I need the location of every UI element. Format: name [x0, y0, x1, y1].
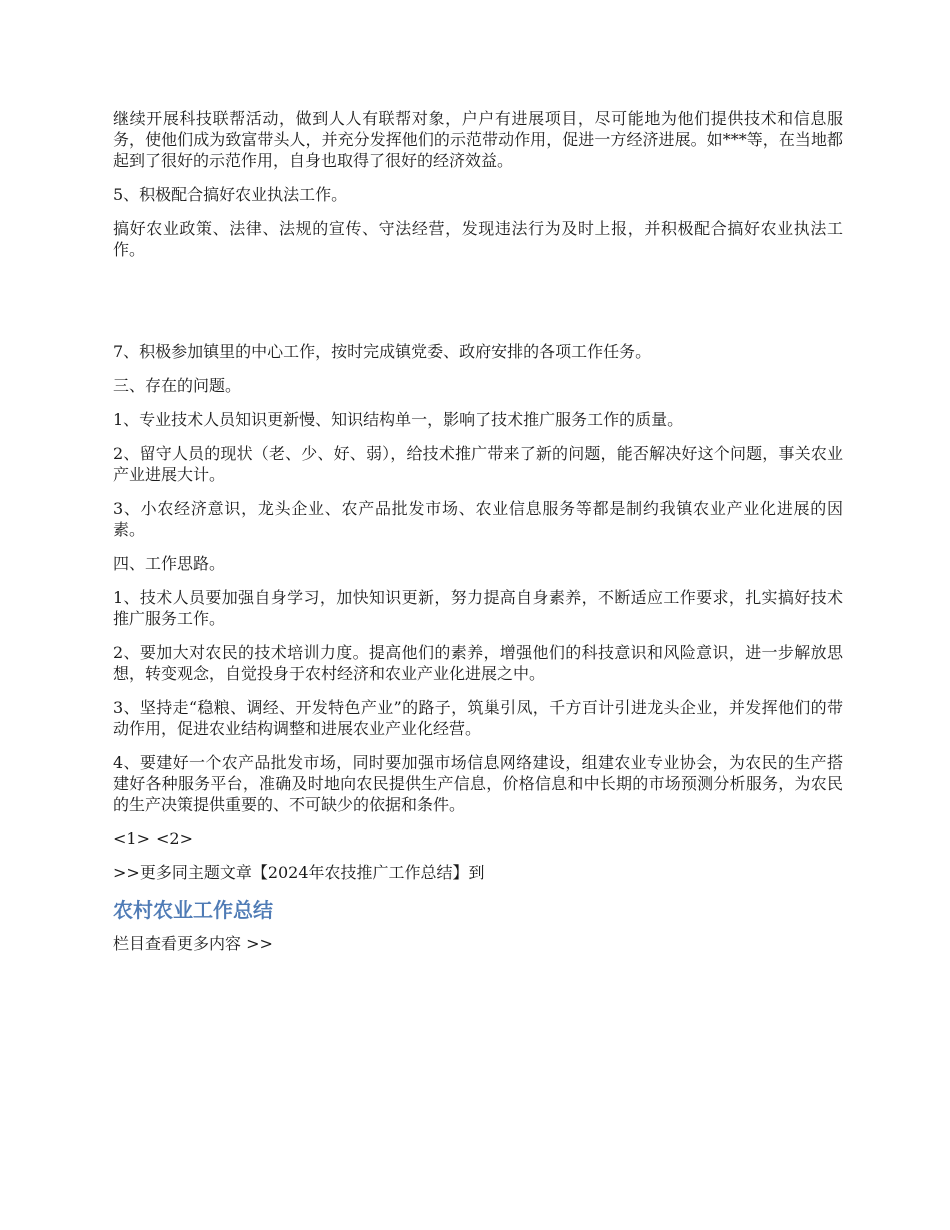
page-link-1[interactable]: <1>: [113, 829, 150, 848]
document-body: [113, 108, 843, 967]
blank-gap: [113, 273, 843, 341]
paragraph: 4、要建好一个农产品批发市场，同时要加强市场信息网络建设，组建农业专业协会，为农民的生产搭建好各种服务平台，准确及时地向农民提供生产信息，价格信息和中长期的市场预测分析服务，为农民的生产决策提供重要的、不可缺少的依据和条件。: [113, 753, 843, 814]
paragraph: 2、留守人员的现状（老、少、好、弱），给技术推广带来了新的问题，能否解决好这个问题，事关农业产业进展大计。: [113, 444, 843, 484]
more-articles-link[interactable]: >>更多同主题文章【2024年农技推广工作总结】到: [113, 863, 485, 882]
section-heading: 5、积极配合搞好农业执法工作。: [113, 185, 348, 204]
section-heading: 四、工作思路。: [113, 554, 226, 573]
page-link-2[interactable]: <2>: [156, 829, 193, 848]
pagination: [113, 828, 843, 849]
more-content-link[interactable]: 栏目查看更多内容 >>: [113, 934, 273, 953]
paragraph: 2、要加大对农民的技术培训力度。提高他们的素养，增强他们的科技意识和风险意识，进一步解放思想，转变观念，自觉投身于农村经济和农业产业化进展之中。: [113, 643, 843, 683]
section-heading: 三、存在的问题。: [113, 376, 242, 395]
paragraph: 1、技术人员要加强自身学习，加快知识更新，努力提高自身素养，不断适应工作要求，扎实搞好技术推广服务工作。: [113, 588, 843, 628]
paragraph: 搞好农业政策、法律、法规的宣传、守法经营，发现违法行为及时上报，并积极配合搞好农业执法工作。: [113, 219, 843, 259]
paragraph: 1、专业技术人员知识更新慢、知识结构单一，影响了技术推广服务工作的质量。: [113, 410, 684, 429]
paragraph: 7、积极参加镇里的中心工作，按时完成镇党委、政府安排的各项工作任务。: [113, 342, 652, 361]
related-category-title[interactable]: 农村农业工作总结: [113, 898, 273, 922]
paragraph: 3、小农经济意识，龙头企业、农产品批发市场、农业信息服务等都是制约我镇农业产业化进展的因素。: [113, 499, 843, 539]
paragraph: 3、坚持走“稳粮、调经、开发特色产业”的路子，筑巢引凤，千方百计引进龙头企业，并发挥他们的带动作用，促进农业结构调整和进展农业产业化经营。: [113, 698, 843, 738]
paragraph: 继续开展科技联帮活动，做到人人有联帮对象，户户有进展项目，尽可能地为他们提供技术和信息服务，使他们成为致富带头人，并充分发挥他们的示范带动作用，促进一方经济进展。如***等，在当地都起到了很好的示范作用，自身也取得了很好的经济效益。: [113, 109, 843, 170]
